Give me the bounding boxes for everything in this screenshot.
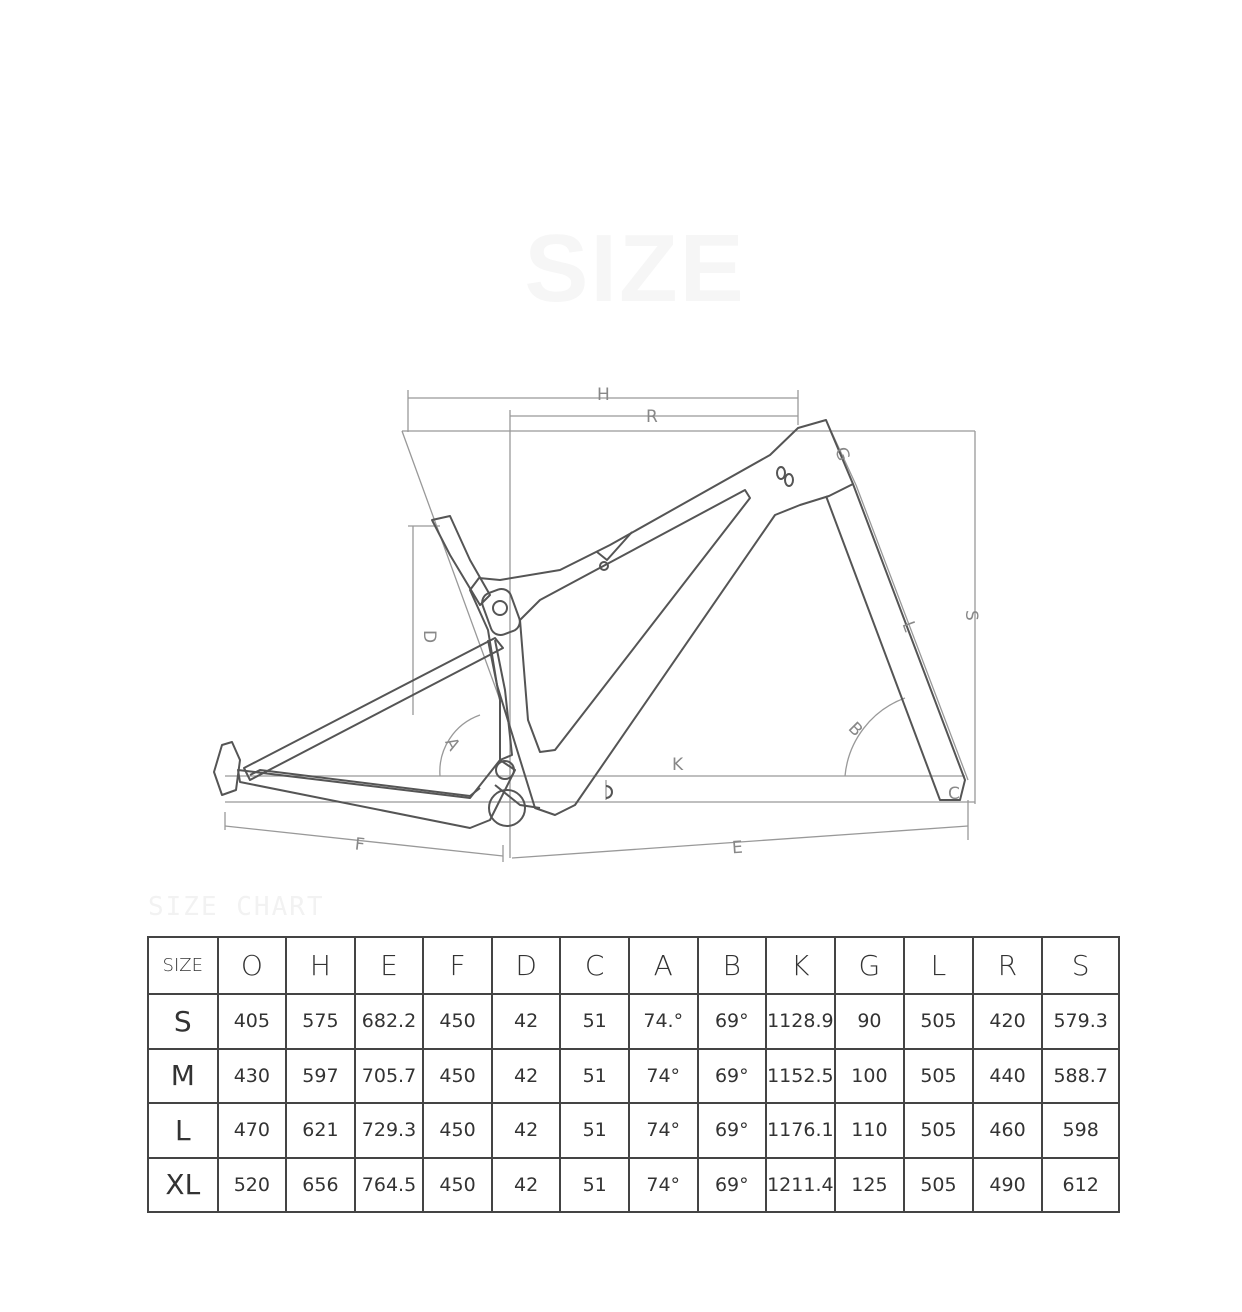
col-header: A (629, 937, 698, 994)
table-cell: 450 (423, 994, 492, 1049)
table-cell: 450 (423, 1103, 492, 1158)
col-header: F (423, 937, 492, 994)
table-row (148, 1103, 1119, 1158)
table-cell: 90 (835, 994, 905, 1049)
table-cell: 764.5 (355, 1158, 424, 1213)
col-header: H (286, 937, 355, 994)
rear-triangle-inner (250, 770, 480, 796)
table-cell: 51 (560, 1158, 629, 1213)
label-d: D (419, 630, 439, 644)
table-cell: 51 (560, 994, 629, 1049)
table-cell: 682.2 (355, 994, 424, 1049)
table-row (148, 1158, 1119, 1213)
table-cell: 729.3 (355, 1103, 424, 1158)
label-g: G (830, 444, 854, 464)
table-cell: 125 (835, 1158, 905, 1213)
table-cell: 621 (286, 1103, 355, 1158)
col-header: E (355, 937, 424, 994)
col-header: B (698, 937, 767, 994)
geometry-table (147, 936, 1120, 1213)
seat-stay (244, 638, 503, 780)
label-e: E (731, 837, 744, 859)
table-cell: 42 (492, 1103, 561, 1158)
table-cell: L (148, 1103, 218, 1158)
table-cell: 505 (904, 1049, 973, 1104)
dim-line-l (856, 485, 968, 780)
table-cell: 440 (973, 1049, 1043, 1104)
table-cell: 598 (1042, 1103, 1119, 1158)
table-cell: 520 (218, 1158, 287, 1213)
table-cell: 505 (904, 1103, 973, 1158)
head-tube (826, 484, 965, 800)
table-cell: 51 (560, 1049, 629, 1104)
label-b: B (843, 718, 867, 741)
label-a: A (440, 734, 464, 755)
table-cell: 420 (973, 994, 1043, 1049)
table-cell: 460 (973, 1103, 1043, 1158)
table-cell: 579.3 (1042, 994, 1119, 1049)
col-header: SIZE (148, 937, 218, 994)
table-cell: 110 (835, 1103, 905, 1158)
table-cell: 612 (1042, 1158, 1119, 1213)
table-cell: 74.° (629, 994, 698, 1049)
front-triangle-inner (520, 490, 750, 752)
table-cell: 405 (218, 994, 287, 1049)
table-cell: 1128.9 (766, 994, 835, 1049)
table-cell: 69° (698, 1049, 767, 1104)
col-header: S (1042, 937, 1119, 994)
seat-tube (488, 640, 512, 760)
table-cell: 588.7 (1042, 1049, 1119, 1104)
table-cell: 69° (698, 1158, 767, 1213)
table-cell: 69° (698, 994, 767, 1049)
table-cell: 450 (423, 1049, 492, 1104)
table-cell: 74° (629, 1103, 698, 1158)
table-cell: 69° (698, 1103, 767, 1158)
table-cell: 450 (423, 1158, 492, 1213)
rear-dropout (214, 742, 240, 795)
table-cell: 1176.1 (766, 1103, 835, 1158)
col-header: L (904, 937, 973, 994)
front-triangle (470, 420, 853, 815)
table-cell: 74° (629, 1158, 698, 1213)
table-cell: 42 (492, 1158, 561, 1213)
page-title: SIZE (524, 215, 746, 322)
table-cell: 490 (973, 1158, 1043, 1213)
table-cell: XL (148, 1158, 218, 1213)
label-l: L (897, 618, 920, 635)
col-header: R (973, 937, 1043, 994)
label-s: S (961, 610, 981, 621)
table-cell: 42 (492, 994, 561, 1049)
col-header: C (560, 937, 629, 994)
table-cell: S (148, 994, 218, 1049)
table-row (148, 1049, 1119, 1104)
label-c: C (948, 784, 960, 804)
table-cell: 51 (560, 1103, 629, 1158)
label-k: K (672, 755, 684, 775)
table-cell: M (148, 1049, 218, 1104)
table-cell: 42 (492, 1049, 561, 1104)
table-cell: 1152.5 (766, 1049, 835, 1104)
table-cell: 656 (286, 1158, 355, 1213)
shock-rocker (479, 586, 522, 638)
table-cell: 575 (286, 994, 355, 1049)
label-r: R (646, 407, 658, 427)
col-header: O (218, 937, 287, 994)
table-cell: 430 (218, 1049, 287, 1104)
table-cell: 100 (835, 1049, 905, 1104)
col-header: D (492, 937, 561, 994)
label-f: F (353, 834, 366, 856)
col-header: G (835, 937, 905, 994)
table-cell: 705.7 (355, 1049, 424, 1104)
table-cell: 470 (218, 1103, 287, 1158)
table-row (148, 994, 1119, 1049)
col-header: K (766, 937, 835, 994)
label-h: H (597, 385, 610, 405)
table-header-row (148, 937, 1119, 994)
chart-subtitle: SIZE CHART (148, 892, 325, 922)
table-cell: 597 (286, 1049, 355, 1104)
table-cell: 1211.4 (766, 1158, 835, 1213)
table-cell: 505 (904, 994, 973, 1049)
table-cell: 74° (629, 1049, 698, 1104)
table-cell: 505 (904, 1158, 973, 1213)
